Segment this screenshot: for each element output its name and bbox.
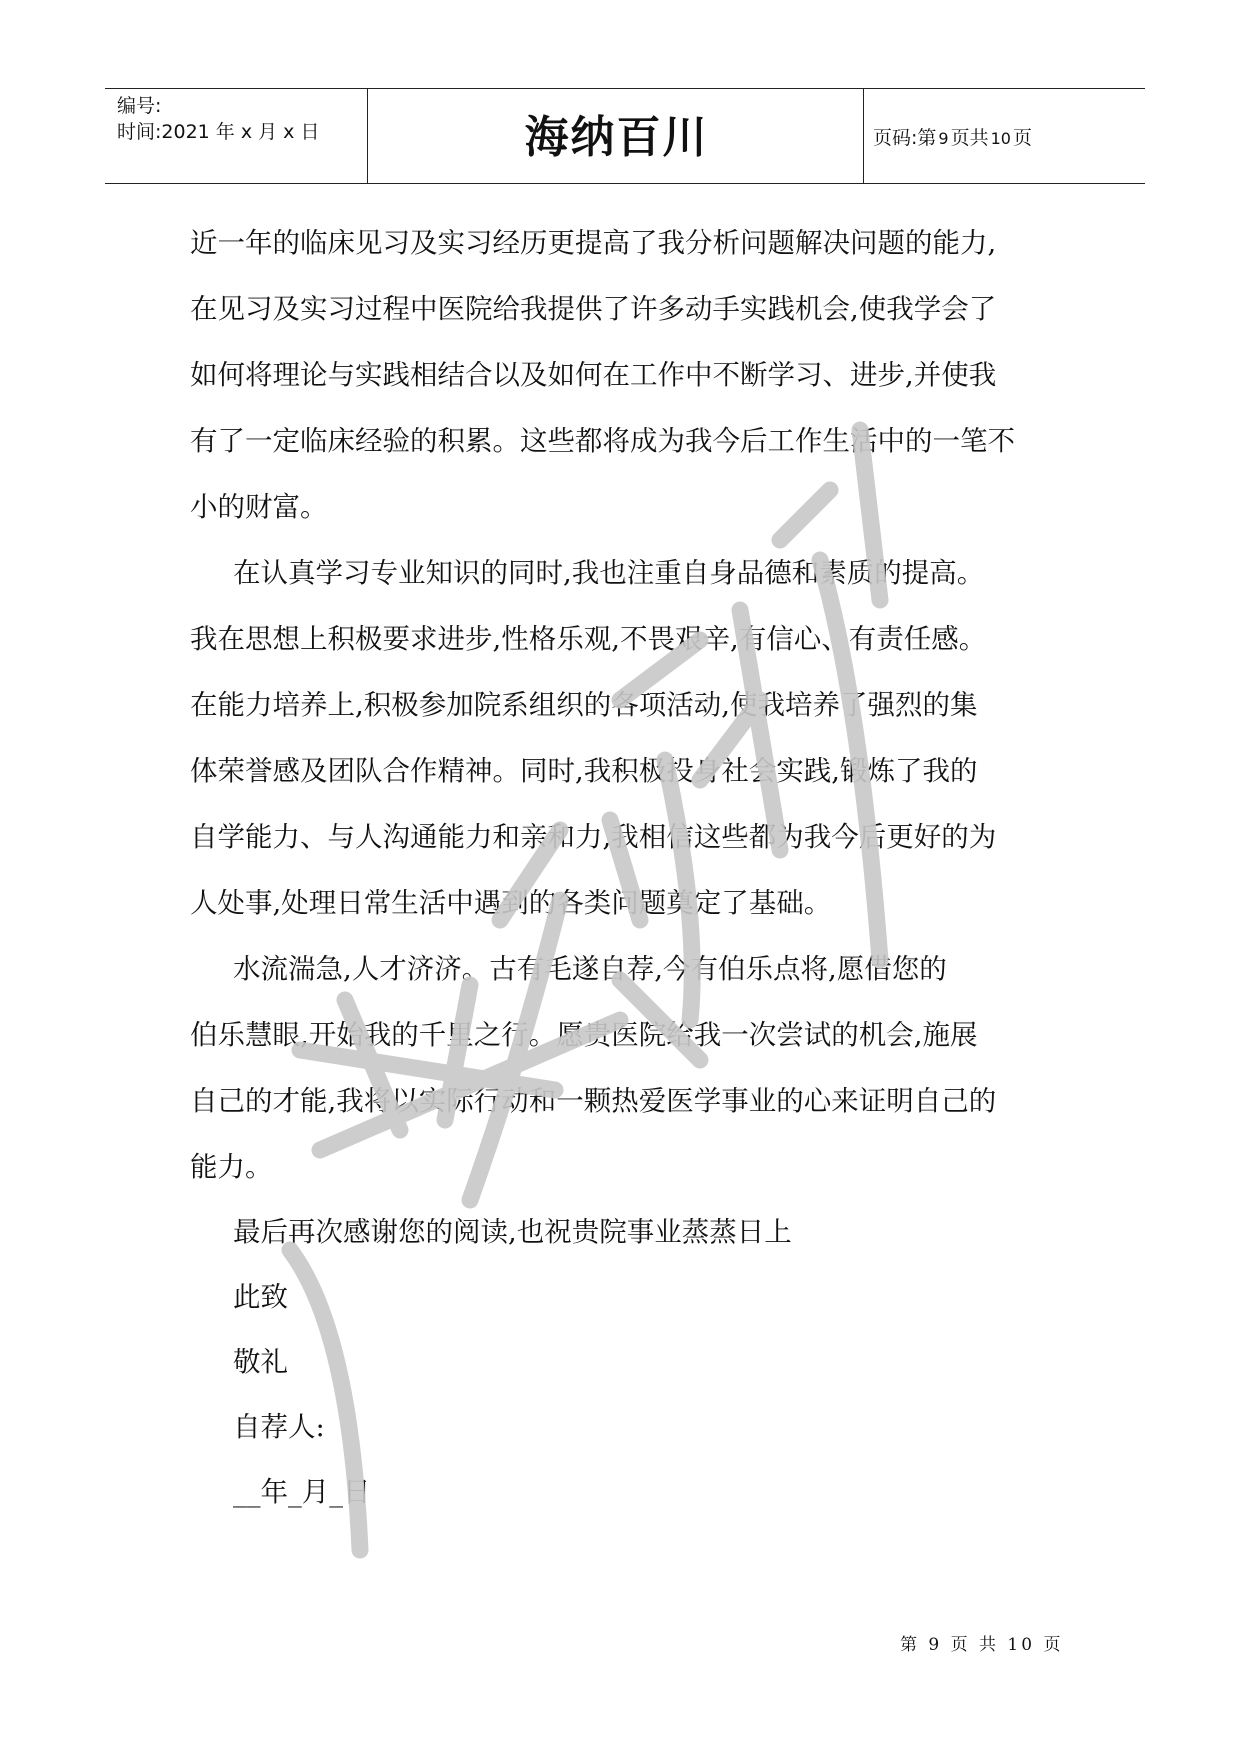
date-line: __年_月_日 xyxy=(233,1476,371,1508)
text-line: 伯乐慧眼,开始我的千里之行。愿贵医院给我一次尝试的机会,施展 xyxy=(190,1019,978,1051)
text-line: 在认真学习专业知识的同时,我也注重自身品德和素质的提高。 xyxy=(233,557,985,589)
closing-block xyxy=(190,1200,1060,1525)
paragraph-1 xyxy=(190,210,1060,540)
text-line: 在能力培养上,积极参加院系组织的各项活动,使我培养了强烈的集 xyxy=(190,689,978,721)
text-line: 自学能力、与人沟通能力和亲和力,我相信这些都为我今后更好的为 xyxy=(190,821,997,853)
header-meta xyxy=(117,93,319,145)
text-line: 人处事,处理日常生活中遇到的各类问题奠定了基础。 xyxy=(190,887,832,919)
header-title: 海纳百川 xyxy=(524,112,709,163)
signature-label: 自荐人: xyxy=(233,1411,325,1443)
text-line: 自己的才能,我将以实际行动和一颗热爱医学事业的心来证明自己的 xyxy=(190,1085,997,1117)
header-divider xyxy=(367,89,368,183)
document-number-label: 编号: xyxy=(117,95,162,117)
closing-thanks: 最后再次感谢您的阅读,也祝贵院事业蒸蒸日上 xyxy=(233,1216,792,1248)
page-suffix: 页 xyxy=(1012,127,1032,149)
text-line: 近一年的临床见习及实习经历更提高了我分析问题解决问题的能力, xyxy=(190,227,997,259)
closing-salutation: 此致 xyxy=(233,1281,288,1313)
page-footer: 第 9 页 共 10 页 xyxy=(900,1635,1064,1655)
document-time: 时间:2021 年 x 月 x 日 xyxy=(117,121,320,143)
page-prefix: 页码:第 xyxy=(873,127,937,149)
text-line: 在见习及实习过程中医院给我提供了许多动手实践机会,使我学会了 xyxy=(190,293,997,325)
text-line: 如何将理论与实践相结合以及如何在工作中不断学习、进步,并使我 xyxy=(190,359,997,391)
page-mid: 页共 xyxy=(950,127,989,149)
paragraph-2 xyxy=(190,540,1060,936)
header-page-number xyxy=(873,123,1032,150)
text-line: 有了一定临床经验的积累。这些都将成为我今后工作生活中的一笔不 xyxy=(190,425,1015,457)
text-line: 小的财富。 xyxy=(190,491,328,523)
text-line: 体荣誉感及团队合作精神。同时,我积极投身社会实践,锻炼了我的 xyxy=(190,755,978,787)
closing-regards: 敬礼 xyxy=(233,1346,288,1378)
page-current: 9 xyxy=(938,129,949,148)
page-header xyxy=(105,88,1145,184)
header-divider xyxy=(863,89,864,183)
paragraph-3 xyxy=(190,936,1060,1200)
text-line: 能力。 xyxy=(190,1151,273,1183)
page-total: 10 xyxy=(990,129,1011,148)
text-line: 我在思想上积极要求进步,性格乐观,不畏艰辛,有信心、有责任感。 xyxy=(190,623,987,655)
letter-body xyxy=(190,210,1060,1525)
text-line: 水流湍急,人才济济。古有毛遂自荐,今有伯乐点将,愿借您的 xyxy=(233,953,947,985)
